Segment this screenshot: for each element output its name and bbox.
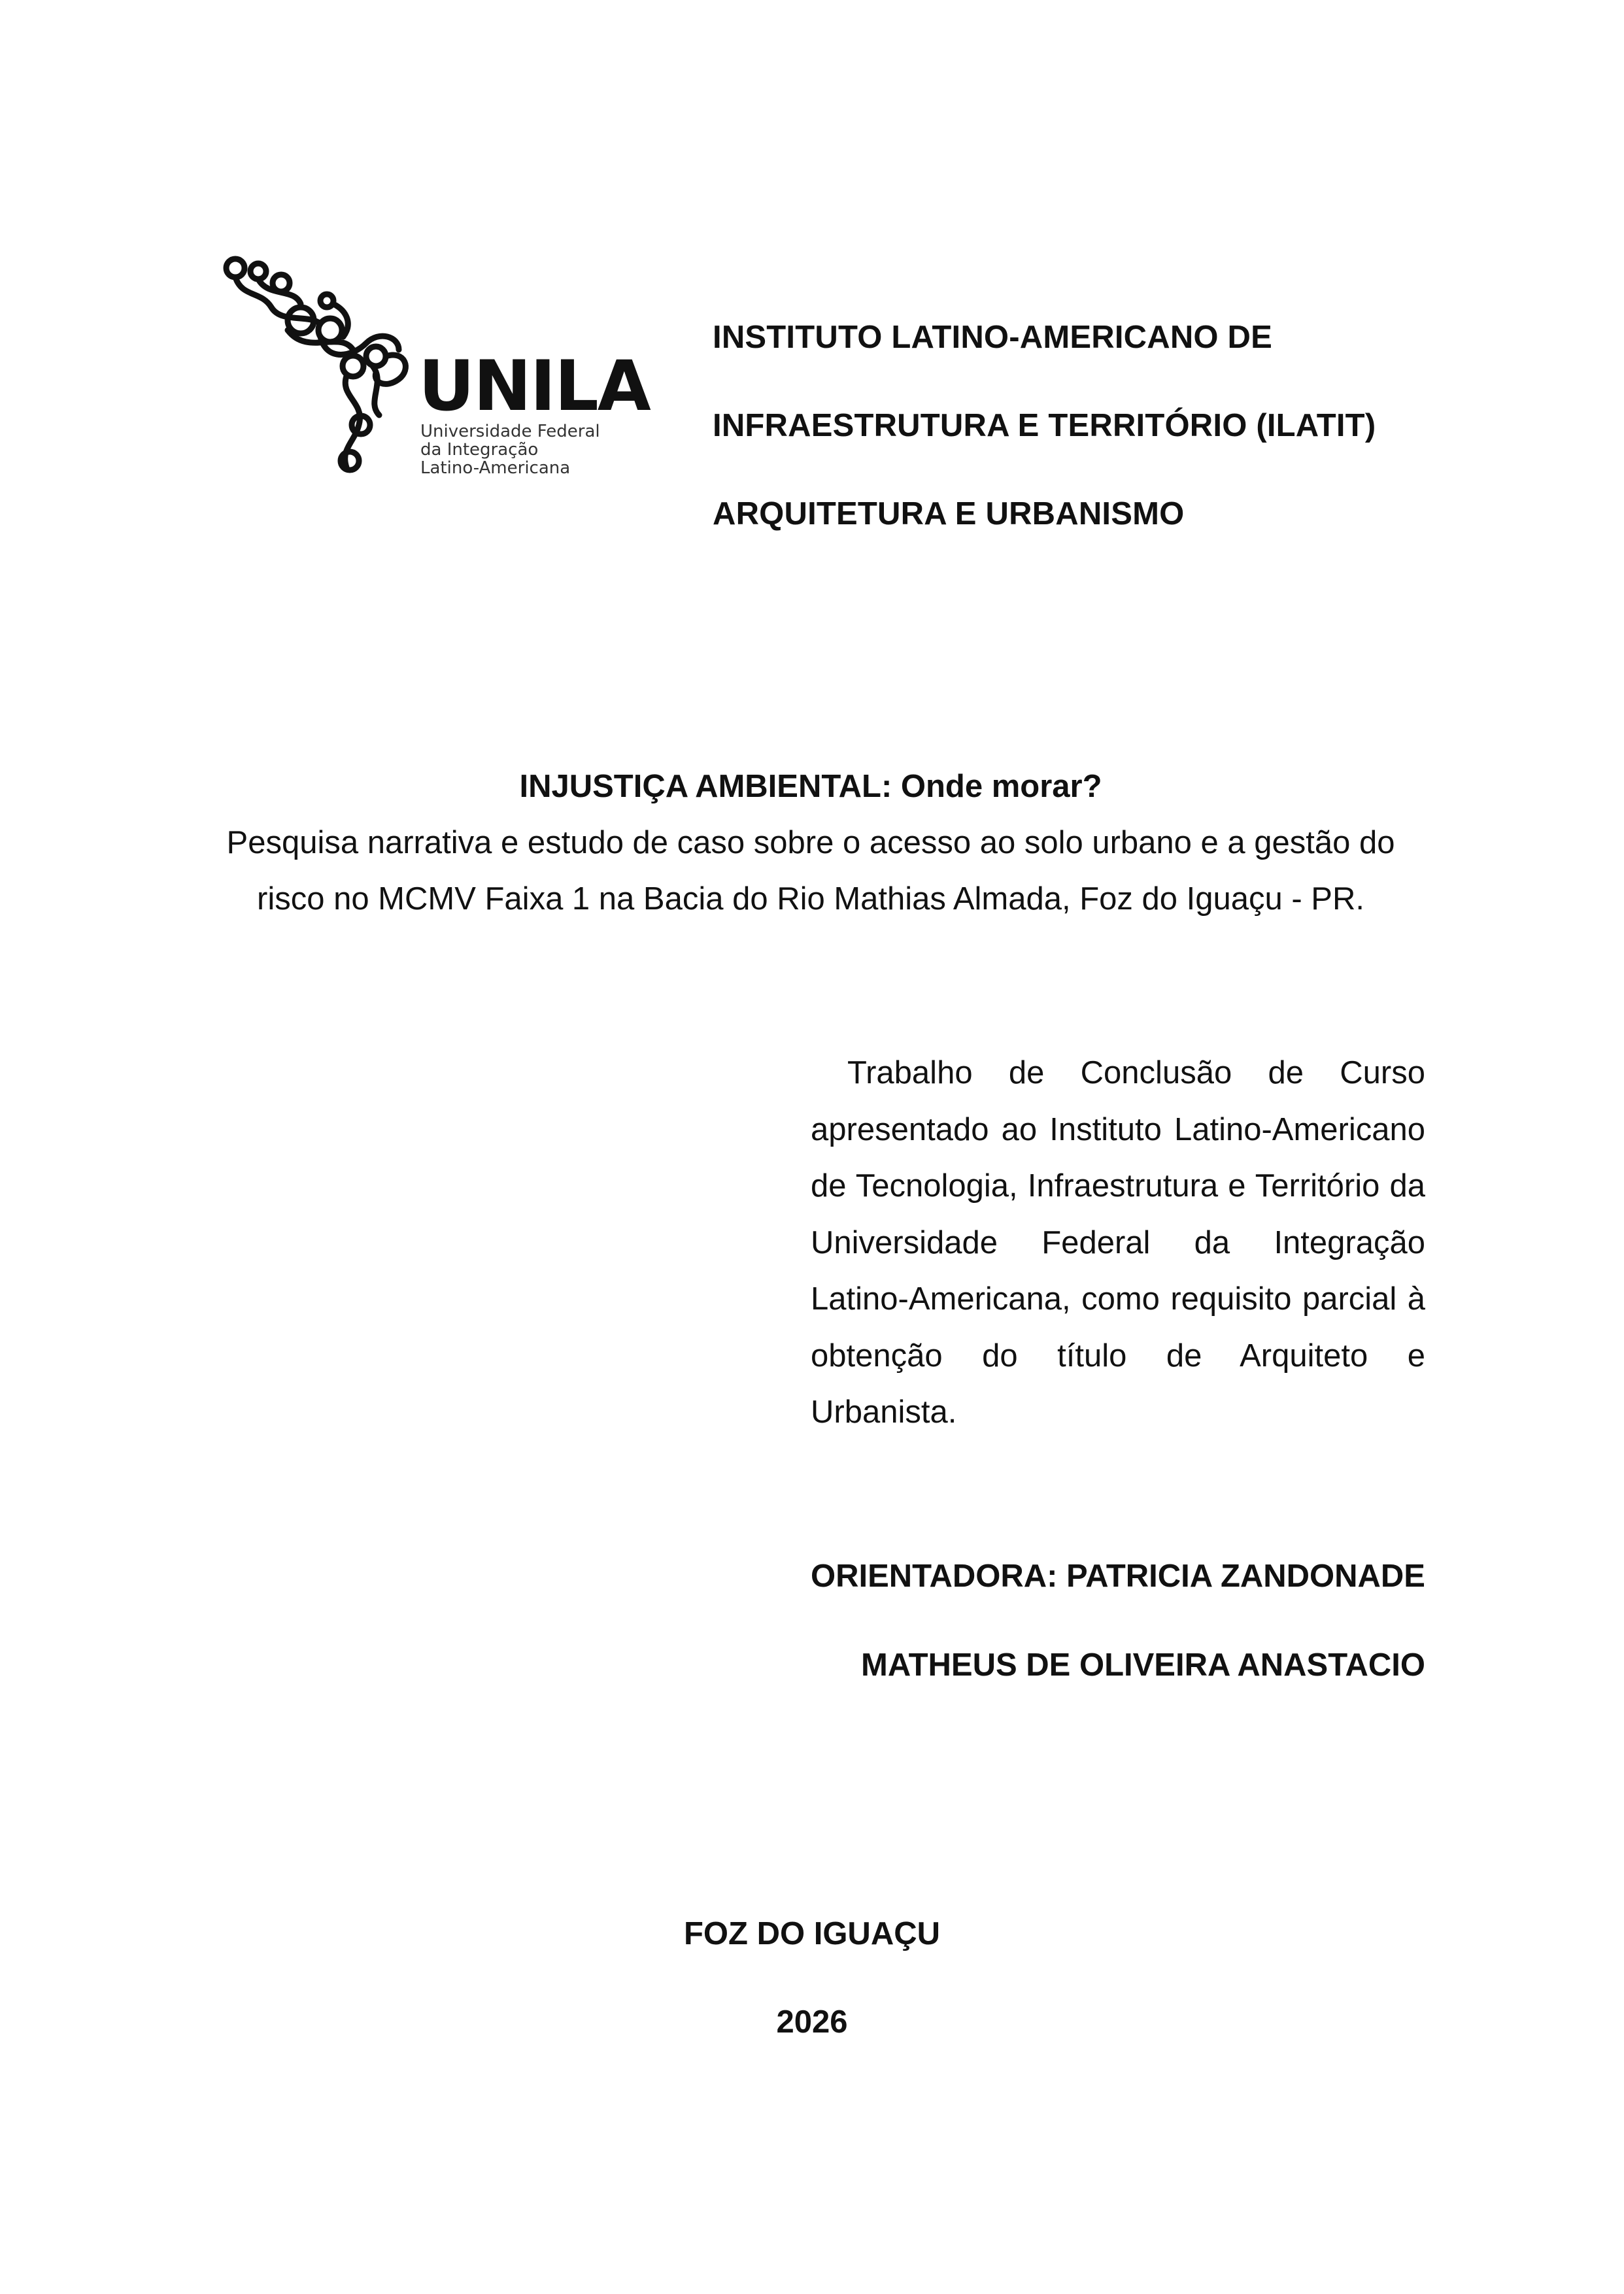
logo-tagline-2: da Integração xyxy=(420,440,539,460)
institution-line-2: INFRAESTRUTURA E TERRITÓRIO (ILATIT) xyxy=(713,408,1376,443)
logo-tagline-3: Latino-Americana xyxy=(420,458,571,478)
year: 2026 xyxy=(776,2004,848,2040)
program-name: ARQUITETURA E URBANISMO xyxy=(713,496,1185,531)
author-name: MATHEUS DE OLIVEIRA ANASTACIO xyxy=(861,1647,1425,1683)
institution-line-1: INSTITUTO LATINO-AMERICANO DE xyxy=(713,320,1273,355)
main-title: INJUSTIÇA AMBIENTAL: Onde morar? xyxy=(519,769,1102,804)
unila-logo-mark xyxy=(222,252,650,487)
logo-wordmark: UNILA xyxy=(418,346,650,426)
title-block xyxy=(157,758,1464,927)
advisor-name: ORIENTADORA: PATRICIA ZANDONADE xyxy=(810,1559,1425,1594)
work-description: Trabalho de Conclusão de Curso apresentado ao Instituto Latino-Americano de Tecnologia, Infraestrutura e Território da Universidade Federal da Integração Latino-Americana, como requisito parcial à obtenção do título de Arquiteto e Urbanista. xyxy=(811,1055,1425,1430)
subtitle-line-2: risco no MCMV Faixa 1 na Bacia do Rio Mathias Almada, Foz do Iguaçu - PR. xyxy=(257,881,1364,917)
unila-logo xyxy=(222,252,650,487)
logo-tagline-1: Universidade Federal xyxy=(420,422,600,441)
subtitle-line-1: Pesquisa narrativa e estudo de caso sobre o acesso ao solo urbano e a gestão do xyxy=(226,825,1395,860)
city: FOZ DO IGUAÇU xyxy=(684,1916,940,1951)
